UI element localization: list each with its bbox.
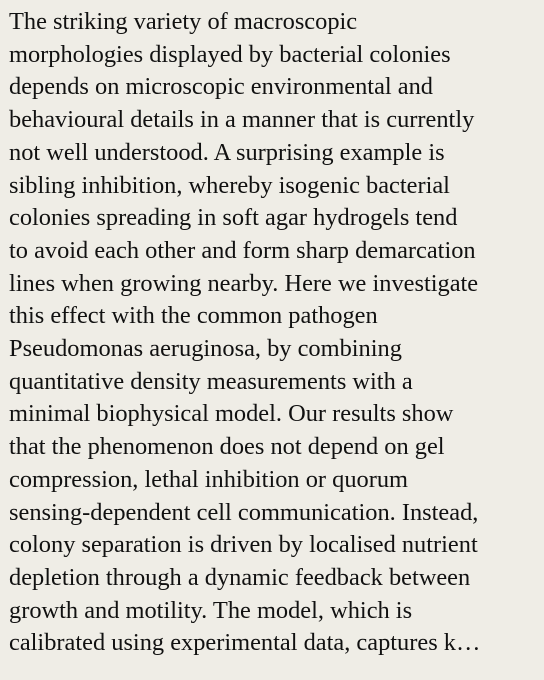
- abstract-line: this effect with the common pathogen: [9, 302, 378, 330]
- abstract-line: depends on microscopic environmental and: [9, 73, 434, 101]
- abstract-line: quantitative density measurements with a: [9, 367, 413, 395]
- abstract-line: The striking variety of macroscopic: [9, 8, 358, 35]
- abstract-line: to avoid each other and form sharp demarcation: [9, 236, 476, 264]
- abstract-line: compression, lethal inhibition or quorum: [9, 465, 409, 493]
- abstract-line: sibling inhibition, whereby isogenic bacterial: [9, 171, 450, 199]
- abstract-line: lines when growing nearby. Here we investigate: [9, 269, 479, 297]
- abstract-line: calibrated using experimental data, captures k…: [9, 629, 481, 657]
- abstract-line: depletion through a dynamic feedback between: [9, 563, 471, 591]
- abstract-text: [9, 6, 543, 660]
- abstract-line: colonies spreading in soft agar hydrogels tend: [9, 204, 458, 232]
- abstract-line: sensing-dependent cell communication. Instead,: [9, 498, 479, 526]
- abstract-line: minimal biophysical model. Our results show: [9, 400, 454, 428]
- abstract-line: that the phenomenon does not depend on gel: [9, 433, 445, 461]
- abstract-line: behavioural details in a manner that is currently: [9, 106, 475, 134]
- abstract-line: growth and motility. The model, which is: [9, 596, 413, 624]
- abstract-line: not well understood. A surprising example is: [9, 138, 445, 166]
- abstract-line: Pseudomonas aeruginosa, by combining: [9, 335, 402, 363]
- abstract-line: morphologies displayed by bacterial colonies: [9, 40, 451, 68]
- abstract-line: colony separation is driven by localised nutrient: [9, 531, 478, 559]
